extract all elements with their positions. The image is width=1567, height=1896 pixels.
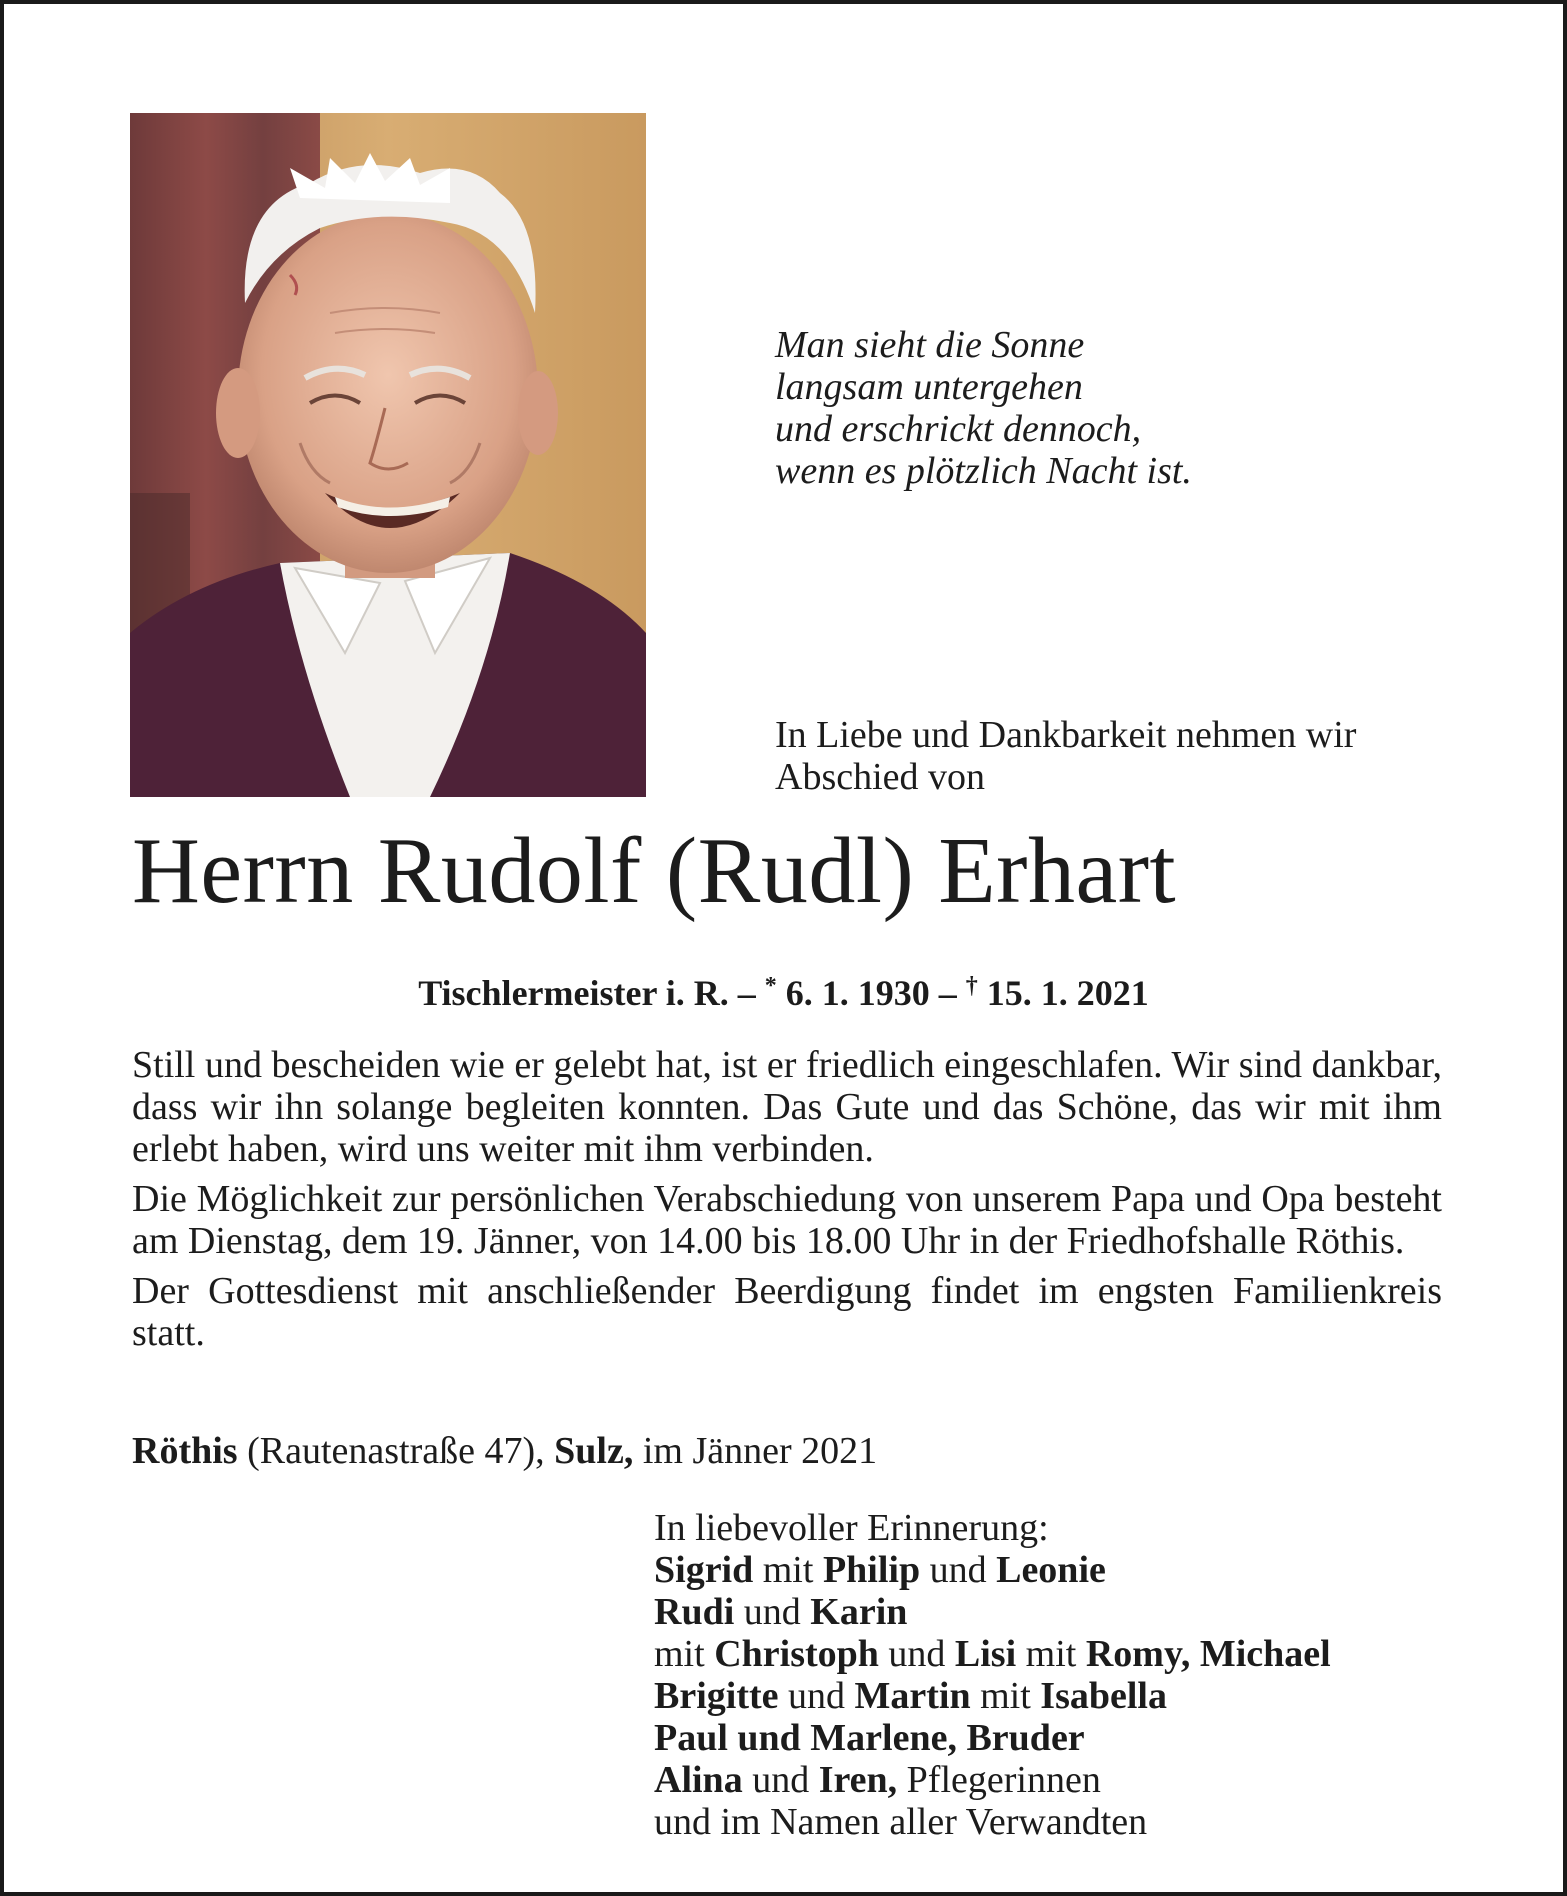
quote-line: wenn es plötzlich Nacht ist. (775, 450, 1192, 492)
birth-symbol: * (764, 973, 777, 999)
quote-line: und erschrickt dennoch, (775, 408, 1142, 450)
quote-block (775, 324, 1192, 492)
paragraph: Still und bescheiden wie er gelebt hat, ist er friedlich eingeschlafen. Wir sind dankbar, dass wir ihn solange begleiten konnten. Das Gute und das Schöne, das wir mit ihm erlebt haben, wird uns weiter mit ihm verbinden. (132, 1044, 1442, 1170)
obituary-text (132, 1044, 1442, 1362)
mourner-name: Rudi (654, 1591, 735, 1633)
paragraph: Die Möglichkeit zur persönlichen Verabschiedung von unserem Papa und Opa besteht am Dienstag, dem 19. Jänner, von 14.00 bis 18.00 Uhr in der Friedhofshalle Röthis. (132, 1178, 1442, 1262)
portrait-illustration (130, 113, 646, 797)
deceased-name: Herrn Rudolf (Rudl) Erhart (132, 819, 1177, 923)
mourner-name: Karin (810, 1591, 908, 1633)
profession-and-dates (4, 964, 1563, 1015)
mourner-name: Romy, Michael (1085, 1633, 1331, 1675)
mourner-name: Martin (854, 1675, 971, 1717)
mourners-line (654, 1717, 1474, 1759)
mourner-name: Lisi (954, 1633, 1017, 1675)
death-symbol: † (965, 973, 978, 999)
separator: – (929, 973, 966, 1013)
quote-line: Man sieht die Sonne (775, 324, 1085, 366)
connector: und (778, 1675, 855, 1717)
town-rothis: Röthis (132, 1430, 238, 1472)
mourners-line (654, 1591, 1474, 1633)
paragraph: Der Gottesdienst mit anschließender Beerdigung findet im engsten Familienkreis statt. (132, 1270, 1442, 1354)
mourner-name: Iren, (818, 1759, 898, 1801)
mourners-line (654, 1549, 1474, 1591)
connector: und (742, 1759, 819, 1801)
month-year: im Jänner 2021 (633, 1430, 878, 1472)
mourner-name: Paul und Marlene, Bruder (654, 1717, 1085, 1759)
mourners-heading: In liebevoller Erinnerung: (654, 1507, 1049, 1549)
connector: mit (970, 1675, 1041, 1717)
town-sulz: Sulz, (554, 1430, 634, 1472)
connector: Pflegerinnen (897, 1759, 1101, 1801)
place-and-date (132, 1430, 1442, 1472)
farewell-intro (775, 714, 1495, 798)
connector: mit (654, 1633, 715, 1675)
mourner-name: Alina (654, 1759, 743, 1801)
separator: – (728, 973, 765, 1013)
mourner-name: Leonie (996, 1549, 1106, 1591)
connector: mit (1016, 1633, 1086, 1675)
obituary-page (4, 4, 1563, 1892)
mourners-list (654, 1507, 1474, 1843)
mourners-line (654, 1633, 1474, 1675)
mourners-line (654, 1675, 1474, 1717)
mourner-name: Sigrid (654, 1549, 754, 1591)
connector: und (734, 1591, 811, 1633)
birth-date: 6. 1. 1930 (776, 973, 930, 1013)
quote-line: langsam untergehen (775, 366, 1083, 408)
mourners-closing: und im Namen aller Verwandten (654, 1801, 1148, 1843)
profession: Tischlermeister i. R. (418, 973, 729, 1013)
address: (Rautenastraße 47), (237, 1430, 555, 1472)
mourner-name: Christoph (714, 1633, 879, 1675)
intro-line-2: Abschied von (775, 756, 986, 798)
mourners-line (654, 1759, 1474, 1801)
mourner-name: Philip (822, 1549, 921, 1591)
portrait-photo (130, 113, 646, 797)
mourner-name: Isabella (1040, 1675, 1167, 1717)
intro-line-1: In Liebe und Dankbarkeit nehmen wir (775, 714, 1357, 756)
death-date: 15. 1. 2021 (977, 973, 1149, 1013)
connector: und (920, 1549, 997, 1591)
mourner-name: Brigitte (654, 1675, 779, 1717)
connector: und (878, 1633, 955, 1675)
connector: mit (753, 1549, 823, 1591)
